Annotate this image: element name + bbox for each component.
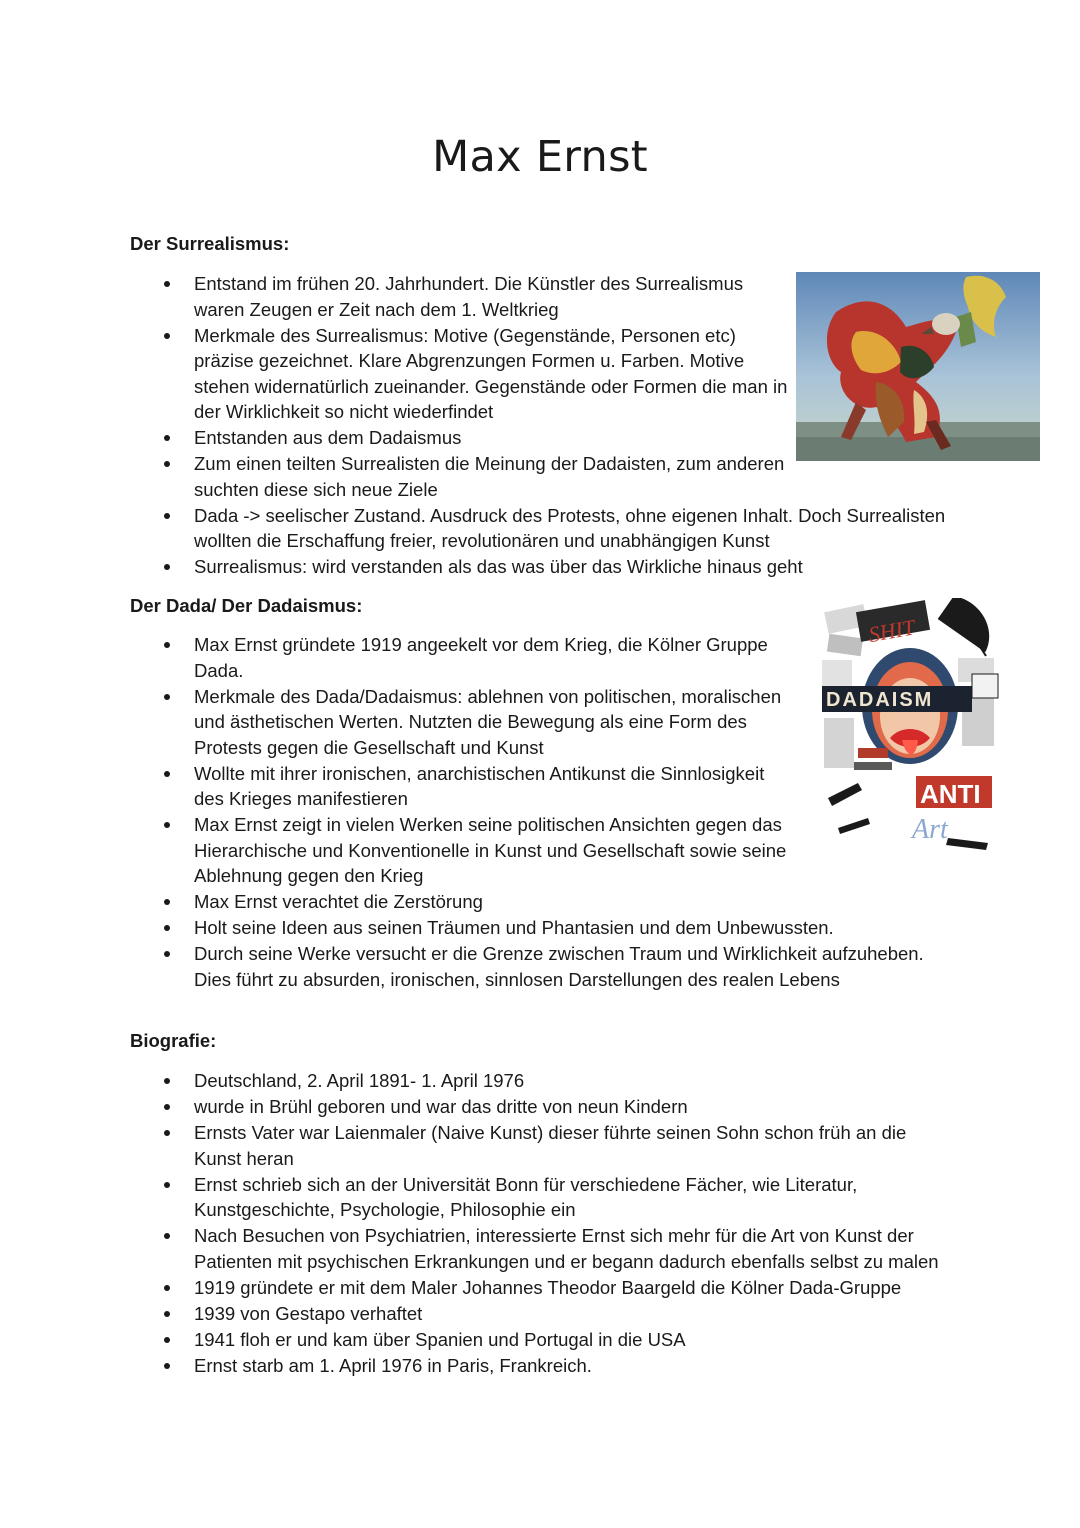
list-item: Zum einen teilten Surrealisten die Meinung der Dadaisten, zum anderen suchten diese sich neue Ziele (130, 451, 794, 502)
collage-art-text: Art (912, 814, 948, 845)
section-heading-biografie: Biografie: (130, 1030, 217, 1051)
list-item: 1939 von Gestapo verhaftet (130, 1301, 954, 1327)
list-item: Entstand im frühen 20. Jahrhundert. Die Künstler des Surrealismus waren Zeugen er Zeit nach dem 1. Weltkrieg (130, 271, 794, 322)
list-item: Max Ernst zeigt in vielen Werken seine politischen Ansichten gegen das Hierarchische und Konventionelle in Kunst und Gesellschaft sowie seine Ablehnung gegen den Krieg (130, 812, 814, 889)
list-item: Dada -> seelischer Zustand. Ausdruck des Protests, ohne eigenen Inhalt. Doch Surrealisten wollten die Erschaffung freier, revolutionären und unabhängigen Kunst (130, 503, 954, 554)
section-heading-dada: Der Dada/ Der Dadaismus: (130, 595, 363, 616)
collage-shit-text: SHIT (866, 614, 917, 648)
list-item: Merkmale des Surrealismus: Motive (Gegenstände, Personen etc) präzise gezeichnet. Klare Abgrenzungen Formen u. Farben. Motive stehen widernatürlich zueinander. Gegenstände oder Formen die man in der Wirklichkeit so nicht wiederfindet (130, 323, 794, 425)
list-item: Max Ernst gründete 1919 angeekelt vor dem Krieg, die Kölner Gruppe Dada. (130, 632, 794, 683)
collage-anti-text: ANTI (920, 779, 981, 809)
list-item: Ernst starb am 1. April 1976 in Paris, Frankreich. (130, 1353, 954, 1379)
list-item: Wollte mit ihrer ironischen, anarchistischen Antikunst die Sinnlosigkeit des Krieges manifestieren (130, 761, 794, 812)
page-title: Max Ernst (432, 132, 648, 182)
list-item: Entstanden aus dem Dadaismus (130, 425, 794, 451)
biografie-list (130, 1068, 964, 1379)
list-item: Nach Besuchen von Psychiatrien, interessierte Ernst sich mehr für die Art von Kunst der Patienten mit psychischen Erkrankungen und er begann dadurch ebenfalls selbst zu malen (130, 1223, 964, 1274)
list-item: Holt seine Ideen aus seinen Träumen und Phantasien und dem Unbewussten. (130, 915, 954, 941)
list-item: Durch seine Werke versucht er die Grenze zwischen Traum und Wirklichkeit aufzuheben. Dies führt zu absurden, ironischen, sinnlosen Darstellungen des realen Lebens (130, 941, 954, 992)
list-item: Surrealismus: wird verstanden als das was über das Wirkliche hinaus geht (130, 554, 954, 580)
list-item: Ernst schrieb sich an der Universität Bonn für verschiedene Fächer, wie Literatur, Kunstgeschichte, Psychologie, Philosophie ein (130, 1172, 954, 1223)
list-item: Merkmale des Dada/Dadaismus: ablehnen von politischen, moralischen und ästhetischen Werten. Nutzten die Bewegung als eine Form des Protests gegen die Gesellschaft und Kunst (130, 684, 794, 761)
collage-dadaism-text: DADAISM (826, 689, 934, 711)
surrealist-painting-image (796, 272, 1040, 461)
list-item: Ernsts Vater war Laienmaler (Naive Kunst) dieser führte seinen Sohn schon früh an die Kunst heran (130, 1120, 954, 1171)
dadaism-collage-image (818, 598, 1000, 856)
section-heading-surrealismus: Der Surrealismus: (130, 233, 290, 254)
list-item: wurde in Brühl geboren und war das dritte von neun Kindern (130, 1094, 954, 1120)
list-item: 1941 floh er und kam über Spanien und Portugal in die USA (130, 1327, 954, 1353)
list-item: Max Ernst verachtet die Zerstörung (130, 889, 954, 915)
list-item: Deutschland, 2. April 1891- 1. April 1976 (130, 1068, 954, 1094)
list-item: 1919 gründete er mit dem Maler Johannes Theodor Baargeld die Kölner Dada-Gruppe (130, 1275, 954, 1301)
